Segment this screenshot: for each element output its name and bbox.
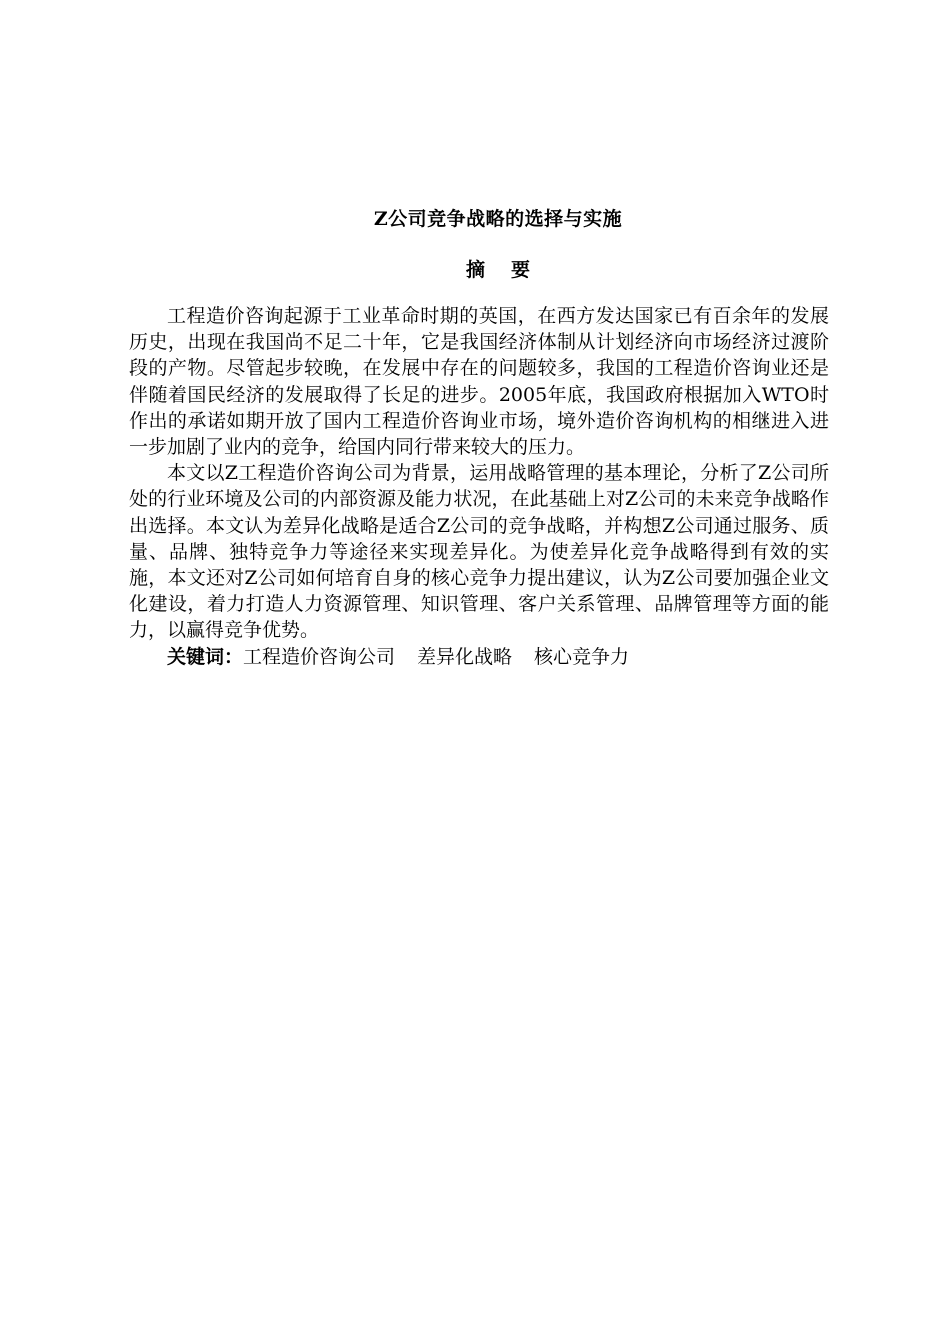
abstract-body [129,303,829,670]
abstract-paragraph-2: 本文以Z工程造价咨询公司为背景，运用战略管理的基本理论，分析了Z公司所处的行业环境及公司的内部资源及能力状况，在此基础上对Z公司的未来竞争战略作出选择。本文认为差异化战略是适合Z公司的竞争战略，并构想Z公司通过服务、质量、品牌、独特竞争力等途径来实现差异化。为使差异化竞争战略得到有效的实施，本文还对Z公司如何培育自身的核心竞争力提出建议，认为Z公司要加强企业文化建设，着力打造人力资源管理、知识管理、客户关系管理、品牌管理等方面的能力，以赢得竞争优势。 [129,462,829,642]
keyword-2: 差异化战略 [417,645,513,668]
keywords-line [129,644,829,670]
document-title: Z公司竞争战略的选择与实施 [373,208,623,230]
abstract-paragraph-1: 工程造价咨询起源于工业革命时期的英国，在西方发达国家已有百余年的发展历史，出现在我国尚不足二十年，它是我国经济体制从计划经济向市场经济过渡阶段的产物。尽管起步较晚，在发展中存在的问题较多，我国的工程造价咨询业还是伴随着国民经济的发展取得了长足的进步。2005年底，我国政府根据加入WTO时作出的承诺如期开放了国内工程造价咨询业市场，境外造价咨询机构的相继进入进一步加剧了业内的竞争，给国内同行带来较大的压力。 [129,305,829,459]
abstract-heading-char-2: 要 [511,259,531,281]
keyword-3: 核心竞争力 [534,645,630,668]
abstract-heading-char-1: 摘 [465,259,485,281]
abstract-heading [0,257,950,283]
keyword-1: 工程造价咨询公司 [243,645,396,668]
keywords-label: 关键词： [167,645,244,668]
